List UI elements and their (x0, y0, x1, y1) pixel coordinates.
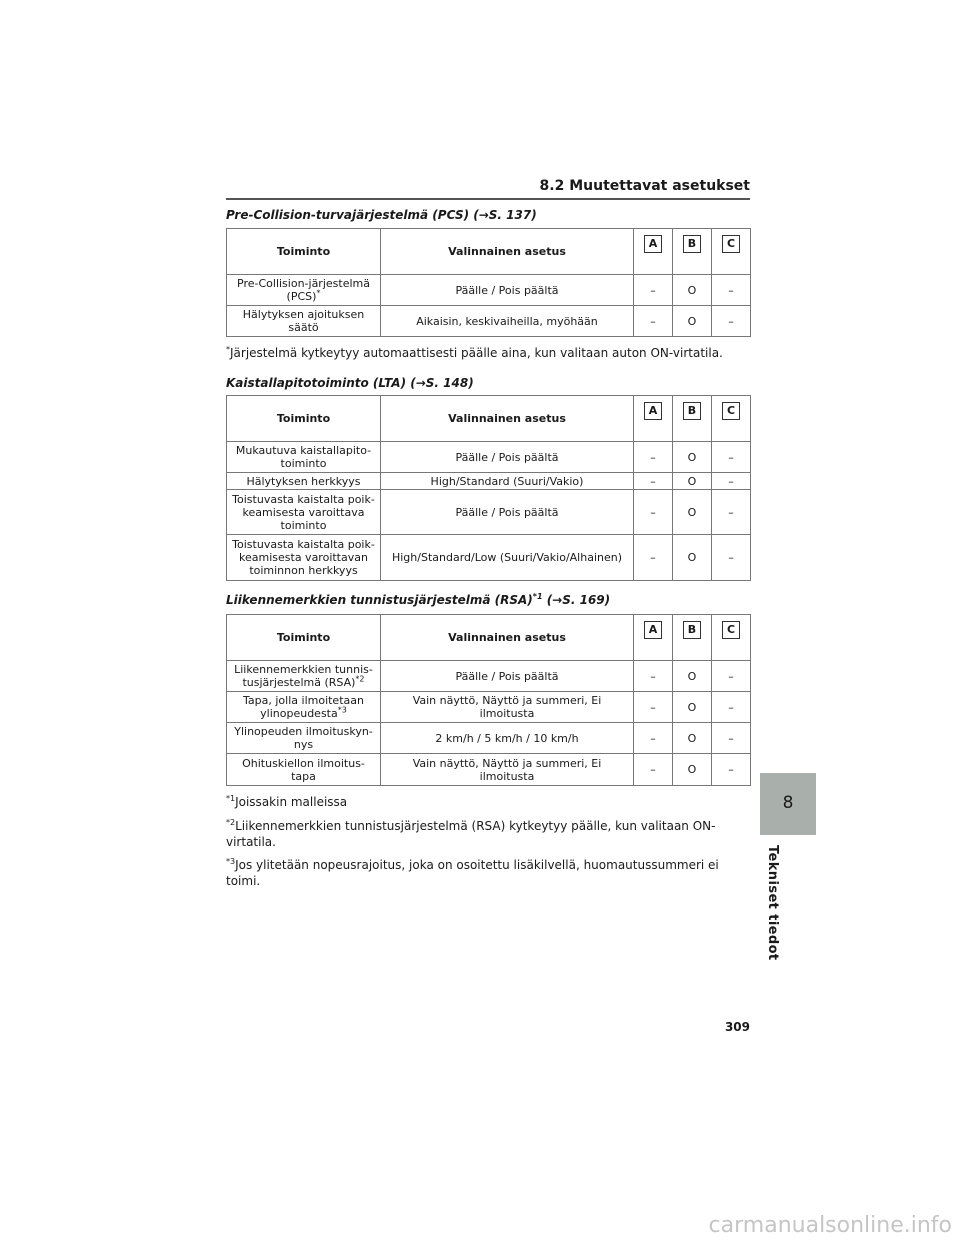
header-a (634, 396, 673, 442)
cell-c: – (712, 442, 751, 473)
cell-c: – (712, 275, 751, 306)
function-cell: Mukautuva kaistallapito-toiminto (227, 442, 381, 473)
cell-b: O (673, 306, 712, 337)
cell-c: – (712, 692, 751, 723)
table-row (227, 535, 751, 581)
cell-c: – (712, 754, 751, 786)
column-badge-a: A (644, 235, 662, 253)
header-c (712, 615, 751, 661)
column-badge-a: A (644, 402, 662, 420)
table-row (227, 473, 751, 490)
cell-a: – (634, 754, 673, 786)
function-cell: Ohituskiellon ilmoitus-tapa (227, 754, 381, 786)
cell-c: – (712, 723, 751, 754)
column-badge-b: B (683, 235, 701, 253)
header-option: Valinnainen asetus (381, 229, 634, 275)
pcs-footnote: *Järjestelmä kytkeytyy automaattisesti päälle aina, kun valitaan auton ON-virtatila. (226, 345, 723, 360)
lta-title: Kaistallapitotoiminto (LTA) (→S. 148) (226, 376, 474, 390)
cell-a: – (634, 723, 673, 754)
section-header: 8.2 Muutettavat asetukset (539, 178, 750, 194)
cell-b: O (673, 723, 712, 754)
function-cell: Pre-Collision-järjestelmä (PCS)* (227, 275, 381, 306)
header-a (634, 615, 673, 661)
header-function: Toiminto (227, 615, 381, 661)
cell-b: O (673, 490, 712, 535)
header-option: Valinnainen asetus (381, 396, 634, 442)
cell-a: – (634, 661, 673, 692)
cell-c: – (712, 306, 751, 337)
option-cell: Päälle / Pois päältä (381, 661, 634, 692)
option-cell: Päälle / Pois päältä (381, 275, 634, 306)
rsa-title: Liikennemerkkien tunnistusjärjestelmä (RSA)$^{*1}$ (→S. 169) (226, 592, 611, 607)
table-row (227, 490, 751, 535)
header-c (712, 229, 751, 275)
chapter-label: Tekniset tiedot (765, 845, 780, 961)
pcs-title: Pre-Collision-turvajärjestelmä (PCS) (→S. 137) (226, 208, 537, 222)
column-badge-c: C (722, 621, 740, 639)
option-cell: Vain näyttö, Näyttö ja summeri, Ei ilmoitusta (381, 754, 634, 786)
option-cell: High/Standard (Suuri/Vakio) (381, 473, 634, 490)
cell-b: O (673, 275, 712, 306)
cell-a: – (634, 490, 673, 535)
header-a (634, 229, 673, 275)
cell-c: – (712, 490, 751, 535)
cell-a: – (634, 535, 673, 581)
table-row (227, 754, 751, 786)
rsa-table (226, 614, 751, 786)
function-cell: Liikennemerkkien tunnis-tusjärjestelmä (RSA)$^{*2}$ (227, 661, 381, 692)
cell-c: – (712, 473, 751, 490)
column-badge-c: C (722, 402, 740, 420)
table-header-row (227, 396, 751, 442)
column-badge-c: C (722, 235, 740, 253)
option-cell: 2 km/h / 5 km/h / 10 km/h (381, 723, 634, 754)
table-row (227, 306, 751, 337)
rsa-footnote-3: $^{*3}$Jos ylitetään nopeusrajoitus, joka on osoitettu lisäkilvellä, huomautussummeri ei toimi. (226, 857, 719, 888)
table-row (227, 275, 751, 306)
header-option: Valinnainen asetus (381, 615, 634, 661)
watermark: carmanualsonline.info (708, 1213, 952, 1238)
cell-c: – (712, 535, 751, 581)
option-cell: High/Standard/Low (Suuri/Vakio/Alhainen) (381, 535, 634, 581)
function-cell: Toistuvasta kaistalta poik-keamisesta varoittava toiminto (227, 490, 381, 535)
function-cell: Toistuvasta kaistalta poik-keamisesta varoittavan toiminnon herkkyys (227, 535, 381, 581)
table-row (227, 692, 751, 723)
option-cell: Vain näyttö, Näyttö ja summeri, Ei ilmoitusta (381, 692, 634, 723)
cell-b: O (673, 661, 712, 692)
option-cell: Aikaisin, keskivaiheilla, myöhään (381, 306, 634, 337)
cell-b: O (673, 535, 712, 581)
column-badge-b: B (683, 621, 701, 639)
cell-a: – (634, 442, 673, 473)
cell-a: – (634, 306, 673, 337)
header-b (673, 615, 712, 661)
page-number: 309 (724, 1020, 750, 1034)
function-cell: Hälytyksen herkkyys (227, 473, 381, 490)
column-badge-b: B (683, 402, 701, 420)
table-header-row (227, 229, 751, 275)
cell-b: O (673, 754, 712, 786)
option-cell: Päälle / Pois päältä (381, 442, 634, 473)
function-cell: Tapa, jolla ilmoitetaan ylinopeudesta$^{*3}$ (227, 692, 381, 723)
chapter-number: 8 (782, 793, 794, 813)
header-function: Toiminto (227, 396, 381, 442)
header-b (673, 396, 712, 442)
cell-a: – (634, 692, 673, 723)
cell-a: – (634, 473, 673, 490)
rsa-footnote-1: $^{*1}$Joissakin malleissa (226, 794, 348, 809)
cell-b: O (673, 442, 712, 473)
function-cell: Hälytyksen ajoituksen säätö (227, 306, 381, 337)
header-b (673, 229, 712, 275)
cell-c: – (712, 661, 751, 692)
table-row (227, 723, 751, 754)
cell-b: O (673, 473, 712, 490)
header-rule (226, 198, 750, 200)
column-badge-a: A (644, 621, 662, 639)
function-cell: Ylinopeuden ilmoituskyn-nys (227, 723, 381, 754)
table-header-row (227, 615, 751, 661)
header-c (712, 396, 751, 442)
table-row (227, 661, 751, 692)
header-function: Toiminto (227, 229, 381, 275)
cell-a: – (634, 275, 673, 306)
cell-b: O (673, 692, 712, 723)
table-row (227, 442, 751, 473)
rsa-footnote-2: $^{*2}$Liikennemerkkien tunnistusjärjestelmä (RSA) kytkeytyy päälle, kun valitaan ON-virtatila. (226, 818, 716, 849)
option-cell: Päälle / Pois päältä (381, 490, 634, 535)
pcs-table (226, 228, 751, 337)
lta-table (226, 395, 751, 581)
